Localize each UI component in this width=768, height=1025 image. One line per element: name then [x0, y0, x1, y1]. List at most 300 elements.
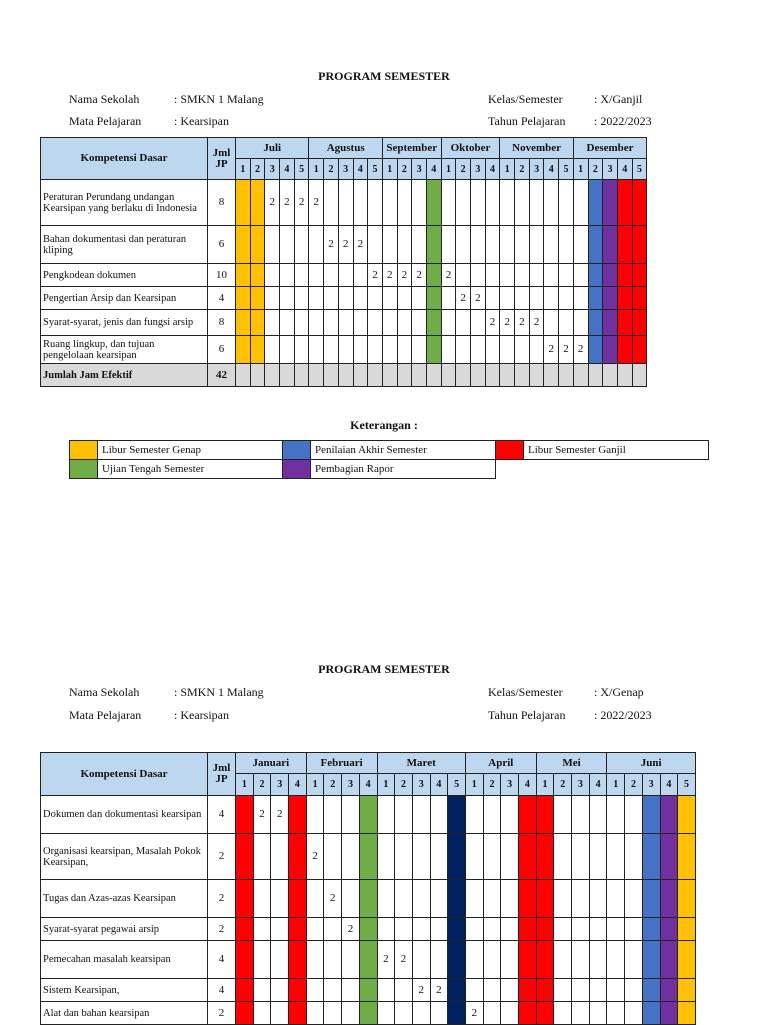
- total-week-cell: [397, 364, 412, 387]
- week-cell: [395, 979, 413, 1002]
- week-cell: [397, 180, 412, 226]
- week-cell: [465, 796, 483, 834]
- week-cell: [324, 287, 339, 310]
- week-cell: [324, 941, 342, 979]
- week-cell: [342, 941, 360, 979]
- week-cell: [280, 310, 295, 336]
- header-month: November: [500, 138, 573, 159]
- kompetensi-dasar-cell: Alat dan bahan kearsipan: [41, 1002, 208, 1025]
- total-week-cell: [500, 364, 515, 387]
- week-cell: [289, 918, 307, 941]
- week-cell: [368, 336, 383, 364]
- total-week-cell: [368, 364, 383, 387]
- week-cell: [306, 979, 324, 1002]
- header-week: 1: [465, 774, 483, 796]
- legend-label-rapor: Pembagian Rapor: [311, 460, 496, 479]
- total-week-cell: [441, 364, 456, 387]
- week-cell: [382, 287, 397, 310]
- jml-jp-cell: 2: [208, 918, 236, 941]
- legend-label-uts: Ujian Tengah Semester: [98, 460, 283, 479]
- header-month: Mei: [536, 753, 607, 774]
- week-cell: [353, 264, 368, 287]
- week-cell: [377, 979, 395, 1002]
- week-cell: 2: [342, 918, 360, 941]
- header-month: Februari: [306, 753, 377, 774]
- week-cell: [441, 336, 456, 364]
- week-cell: [377, 834, 395, 880]
- header-week: 1: [500, 159, 515, 180]
- week-cell: [678, 941, 696, 979]
- week-cell: [338, 180, 353, 226]
- kompetensi-dasar-cell: Sistem Kearsipan,: [41, 979, 208, 1002]
- kompetensi-dasar-cell: Ruang lingkup, dan tujuan pengelolaan kearsipan: [41, 336, 208, 364]
- header-week: 2: [395, 774, 413, 796]
- tahun-pelajaran-label: Tahun Pelajaran: [488, 114, 566, 128]
- nama-sekolah-label-2: Nama Sekolah: [69, 685, 140, 699]
- mata-pelajaran-label-2: Mata Pelajaran: [69, 708, 142, 722]
- week-cell: [501, 1002, 519, 1025]
- legend-title: Keterangan :: [350, 418, 418, 432]
- week-cell: [430, 796, 448, 834]
- week-cell: [353, 310, 368, 336]
- week-cell: [589, 979, 607, 1002]
- week-cell: [536, 880, 554, 918]
- week-cell: [359, 880, 377, 918]
- week-cell: [471, 226, 486, 264]
- week-cell: [642, 796, 660, 834]
- header-week: 2: [515, 159, 530, 180]
- kompetensi-dasar-cell: Bahan dokumentasi dan peraturan kliping: [41, 226, 208, 264]
- week-cell: 2: [271, 796, 289, 834]
- week-cell: [441, 310, 456, 336]
- week-cell: [309, 287, 324, 310]
- mata-pelajaran-value-2: : Kearsipan: [174, 708, 229, 722]
- week-cell: [412, 941, 430, 979]
- week-cell: [559, 310, 574, 336]
- week-cell: [280, 287, 295, 310]
- total-week-cell: [471, 364, 486, 387]
- week-cell: [377, 918, 395, 941]
- week-cell: [529, 264, 544, 287]
- week-cell: [342, 834, 360, 880]
- week-cell: [342, 880, 360, 918]
- jml-jp-cell: 2: [208, 1002, 236, 1025]
- jml-jp-cell: 4: [208, 287, 236, 310]
- week-cell: [529, 180, 544, 226]
- week-cell: [377, 1002, 395, 1025]
- week-cell: [324, 336, 339, 364]
- week-cell: [607, 796, 625, 834]
- week-cell: [678, 880, 696, 918]
- week-cell: 2: [397, 264, 412, 287]
- week-cell: 2: [324, 226, 339, 264]
- header-month: Oktober: [441, 138, 500, 159]
- week-cell: [265, 310, 280, 336]
- week-cell: [483, 979, 501, 1002]
- week-cell: [382, 336, 397, 364]
- week-cell: [412, 180, 427, 226]
- total-week-cell: [324, 364, 339, 387]
- week-cell: [456, 226, 471, 264]
- week-cell: 2: [382, 264, 397, 287]
- total-week-cell: [250, 364, 265, 387]
- week-cell: [471, 336, 486, 364]
- week-cell: [382, 180, 397, 226]
- week-cell: [500, 336, 515, 364]
- legend-label-libur-genap: Libur Semester Genap: [98, 441, 283, 460]
- week-cell: [253, 880, 271, 918]
- week-cell: [294, 310, 309, 336]
- week-cell: [515, 226, 530, 264]
- tahun-pelajaran-value: : 2022/2023: [594, 114, 652, 128]
- week-cell: [289, 834, 307, 880]
- week-cell: [253, 979, 271, 1002]
- kompetensi-dasar-cell: Dokumen dan dokumentasi kearsipan: [41, 796, 208, 834]
- week-cell: [368, 310, 383, 336]
- week-cell: [572, 941, 590, 979]
- week-cell: [625, 918, 643, 941]
- week-cell: [324, 180, 339, 226]
- jml-jp-cell: 6: [208, 226, 236, 264]
- week-cell: [617, 310, 632, 336]
- week-cell: [617, 287, 632, 310]
- week-cell: [501, 941, 519, 979]
- week-cell: [324, 796, 342, 834]
- mata-pelajaran-label: Mata Pelajaran: [69, 114, 142, 128]
- table-row: [41, 264, 647, 287]
- week-cell: [271, 834, 289, 880]
- week-cell: [519, 918, 537, 941]
- table-row: [41, 796, 696, 834]
- week-cell: [617, 180, 632, 226]
- header-week: 3: [271, 774, 289, 796]
- header-month: Juni: [607, 753, 695, 774]
- kompetensi-dasar-cell: Pengertian Arsip dan Kearsipan: [41, 287, 208, 310]
- table-row: [41, 918, 696, 941]
- week-cell: [603, 336, 618, 364]
- week-cell: [471, 180, 486, 226]
- total-week-cell: [544, 364, 559, 387]
- week-cell: [448, 1002, 466, 1025]
- week-cell: [607, 1002, 625, 1025]
- header-month: September: [382, 138, 441, 159]
- total-week-cell: [617, 364, 632, 387]
- week-cell: [559, 180, 574, 226]
- kompetensi-dasar-cell: Organisasi kearsipan, Masalah Pokok Kearsipan,: [41, 834, 208, 880]
- week-cell: [625, 979, 643, 1002]
- week-cell: [485, 226, 500, 264]
- header-kompetensi-dasar: Kompetensi Dasar: [41, 138, 208, 180]
- week-cell: [448, 918, 466, 941]
- week-cell: [501, 834, 519, 880]
- week-cell: [324, 834, 342, 880]
- week-cell: [456, 336, 471, 364]
- kelas-semester-value-2: : X/Genap: [594, 685, 644, 699]
- week-cell: [338, 336, 353, 364]
- week-cell: 2: [471, 287, 486, 310]
- week-cell: [236, 941, 254, 979]
- week-cell: [642, 1002, 660, 1025]
- week-cell: [544, 310, 559, 336]
- week-cell: [294, 226, 309, 264]
- week-cell: [607, 918, 625, 941]
- week-cell: [236, 880, 254, 918]
- week-cell: [289, 1002, 307, 1025]
- week-cell: [309, 310, 324, 336]
- week-cell: [572, 979, 590, 1002]
- total-week-cell: [382, 364, 397, 387]
- week-cell: [265, 264, 280, 287]
- week-cell: [678, 1002, 696, 1025]
- week-cell: [448, 796, 466, 834]
- week-cell: [554, 941, 572, 979]
- week-cell: [236, 918, 254, 941]
- week-cell: 2: [465, 1002, 483, 1025]
- week-cell: [359, 796, 377, 834]
- legend-label-pas: Penilaian Akhir Semester: [311, 441, 496, 460]
- total-week-cell: [632, 364, 647, 387]
- week-cell: [430, 918, 448, 941]
- week-cell: [382, 310, 397, 336]
- week-cell: [678, 834, 696, 880]
- week-cell: [536, 979, 554, 1002]
- header-week: 3: [265, 159, 280, 180]
- week-cell: [265, 287, 280, 310]
- week-cell: [465, 979, 483, 1002]
- header-week: 5: [368, 159, 383, 180]
- week-cell: [500, 180, 515, 226]
- header-week: 5: [559, 159, 574, 180]
- week-cell: [632, 336, 647, 364]
- jml-jp-cell: 4: [208, 941, 236, 979]
- table-row: [41, 1002, 696, 1025]
- week-cell: [397, 287, 412, 310]
- total-week-cell: [338, 364, 353, 387]
- week-cell: [519, 941, 537, 979]
- week-cell: [485, 287, 500, 310]
- total-week-cell: [603, 364, 618, 387]
- header-week: 5: [678, 774, 696, 796]
- week-cell: [253, 941, 271, 979]
- week-cell: [359, 834, 377, 880]
- week-cell: [250, 287, 265, 310]
- week-cell: [660, 880, 678, 918]
- week-cell: [678, 918, 696, 941]
- week-cell: [236, 979, 254, 1002]
- week-cell: [456, 180, 471, 226]
- week-cell: [642, 880, 660, 918]
- header-week: 1: [306, 774, 324, 796]
- week-cell: [632, 180, 647, 226]
- table-row: [41, 880, 696, 918]
- header-week: 1: [441, 159, 456, 180]
- week-cell: [559, 287, 574, 310]
- week-cell: [265, 226, 280, 264]
- legend-table: [69, 440, 709, 479]
- week-cell: [529, 287, 544, 310]
- week-cell: [306, 941, 324, 979]
- table-row: [41, 979, 696, 1002]
- page-title-semester-2: PROGRAM SEMESTER: [318, 662, 450, 676]
- week-cell: [271, 880, 289, 918]
- week-cell: [236, 796, 254, 834]
- week-cell: [289, 941, 307, 979]
- week-cell: [465, 918, 483, 941]
- header-week: 3: [603, 159, 618, 180]
- header-week: 4: [617, 159, 632, 180]
- legend-swatch-libur-ganjil: [496, 441, 524, 460]
- kompetensi-dasar-cell: Pemecahan masalah kearsipan: [41, 941, 208, 979]
- week-cell: [412, 918, 430, 941]
- header-week: 3: [529, 159, 544, 180]
- week-cell: 2: [294, 180, 309, 226]
- jml-jp-cell: 8: [208, 180, 236, 226]
- week-cell: 2: [500, 310, 515, 336]
- total-week-cell: [529, 364, 544, 387]
- program-semester-genap-table: [40, 752, 696, 1025]
- week-cell: [607, 979, 625, 1002]
- week-cell: [572, 880, 590, 918]
- week-cell: [412, 880, 430, 918]
- total-week-cell: [573, 364, 588, 387]
- week-cell: [607, 834, 625, 880]
- week-cell: [441, 226, 456, 264]
- week-cell: [426, 310, 441, 336]
- week-cell: [572, 796, 590, 834]
- week-cell: [536, 941, 554, 979]
- week-cell: [500, 264, 515, 287]
- week-cell: [236, 1002, 254, 1025]
- week-cell: [338, 287, 353, 310]
- table-row: [41, 941, 696, 979]
- header-kompetensi-dasar: Kompetensi Dasar: [41, 753, 208, 796]
- week-cell: [280, 264, 295, 287]
- jml-jp-cell: 4: [208, 979, 236, 1002]
- jml-jp-cell: 8: [208, 310, 236, 336]
- week-cell: [589, 941, 607, 979]
- week-cell: [660, 1002, 678, 1025]
- header-week: 5: [448, 774, 466, 796]
- week-cell: [483, 834, 501, 880]
- week-cell: [306, 918, 324, 941]
- week-cell: [294, 336, 309, 364]
- header-week: 2: [554, 774, 572, 796]
- header-week: 2: [324, 774, 342, 796]
- week-cell: [430, 941, 448, 979]
- header-week: 3: [342, 774, 360, 796]
- total-week-cell: [280, 364, 295, 387]
- week-cell: 2: [309, 180, 324, 226]
- week-cell: [617, 336, 632, 364]
- week-cell: [501, 880, 519, 918]
- week-cell: [289, 796, 307, 834]
- header-row-months: [41, 138, 647, 159]
- program-semester-ganjil-table: [40, 137, 647, 387]
- week-cell: [501, 796, 519, 834]
- week-cell: [544, 264, 559, 287]
- week-cell: [483, 1002, 501, 1025]
- header-week: 1: [382, 159, 397, 180]
- week-cell: [397, 310, 412, 336]
- page-title-semester-1: PROGRAM SEMESTER: [318, 69, 450, 83]
- header-jml-jp: Jml JP: [208, 138, 236, 180]
- week-cell: [559, 264, 574, 287]
- week-cell: [632, 287, 647, 310]
- week-cell: [236, 310, 251, 336]
- week-cell: 2: [573, 336, 588, 364]
- week-cell: 2: [412, 264, 427, 287]
- week-cell: [280, 336, 295, 364]
- header-week: 2: [250, 159, 265, 180]
- week-cell: [632, 226, 647, 264]
- week-cell: [456, 264, 471, 287]
- week-cell: [573, 180, 588, 226]
- week-cell: [250, 180, 265, 226]
- header-week: 3: [471, 159, 486, 180]
- week-cell: [412, 1002, 430, 1025]
- week-cell: [660, 941, 678, 979]
- week-cell: [589, 796, 607, 834]
- week-cell: [625, 941, 643, 979]
- total-week-cell: [353, 364, 368, 387]
- table-row: [41, 834, 696, 880]
- total-value: 42: [208, 364, 236, 387]
- week-cell: [441, 180, 456, 226]
- week-cell: [412, 834, 430, 880]
- week-cell: [471, 264, 486, 287]
- kompetensi-dasar-cell: Syarat-syarat pegawai arsip: [41, 918, 208, 941]
- week-cell: [426, 180, 441, 226]
- week-cell: [485, 180, 500, 226]
- week-cell: [554, 979, 572, 1002]
- week-cell: 2: [368, 264, 383, 287]
- week-cell: [412, 336, 427, 364]
- week-cell: [342, 979, 360, 1002]
- week-cell: [559, 226, 574, 264]
- week-cell: [603, 264, 618, 287]
- header-week: 4: [359, 774, 377, 796]
- week-cell: [426, 226, 441, 264]
- week-cell: [660, 796, 678, 834]
- week-cell: [289, 880, 307, 918]
- week-cell: [588, 226, 603, 264]
- week-cell: [377, 796, 395, 834]
- week-cell: [368, 287, 383, 310]
- week-cell: [271, 1002, 289, 1025]
- week-cell: [588, 180, 603, 226]
- week-cell: [353, 336, 368, 364]
- week-cell: [236, 226, 251, 264]
- header-row-months: [41, 753, 696, 774]
- week-cell: [359, 941, 377, 979]
- header-week: 4: [426, 159, 441, 180]
- legend-swatch-rapor: [283, 460, 311, 479]
- week-cell: [660, 834, 678, 880]
- week-cell: [236, 264, 251, 287]
- total-label: Jumlah Jam Efektif: [41, 364, 208, 387]
- week-cell: [359, 1002, 377, 1025]
- week-cell: [642, 979, 660, 1002]
- week-cell: [625, 1002, 643, 1025]
- week-cell: [456, 310, 471, 336]
- week-cell: [382, 226, 397, 264]
- jml-jp-cell: 10: [208, 264, 236, 287]
- week-cell: [519, 880, 537, 918]
- week-cell: [588, 336, 603, 364]
- week-cell: [678, 796, 696, 834]
- week-cell: [501, 918, 519, 941]
- header-week: 2: [324, 159, 339, 180]
